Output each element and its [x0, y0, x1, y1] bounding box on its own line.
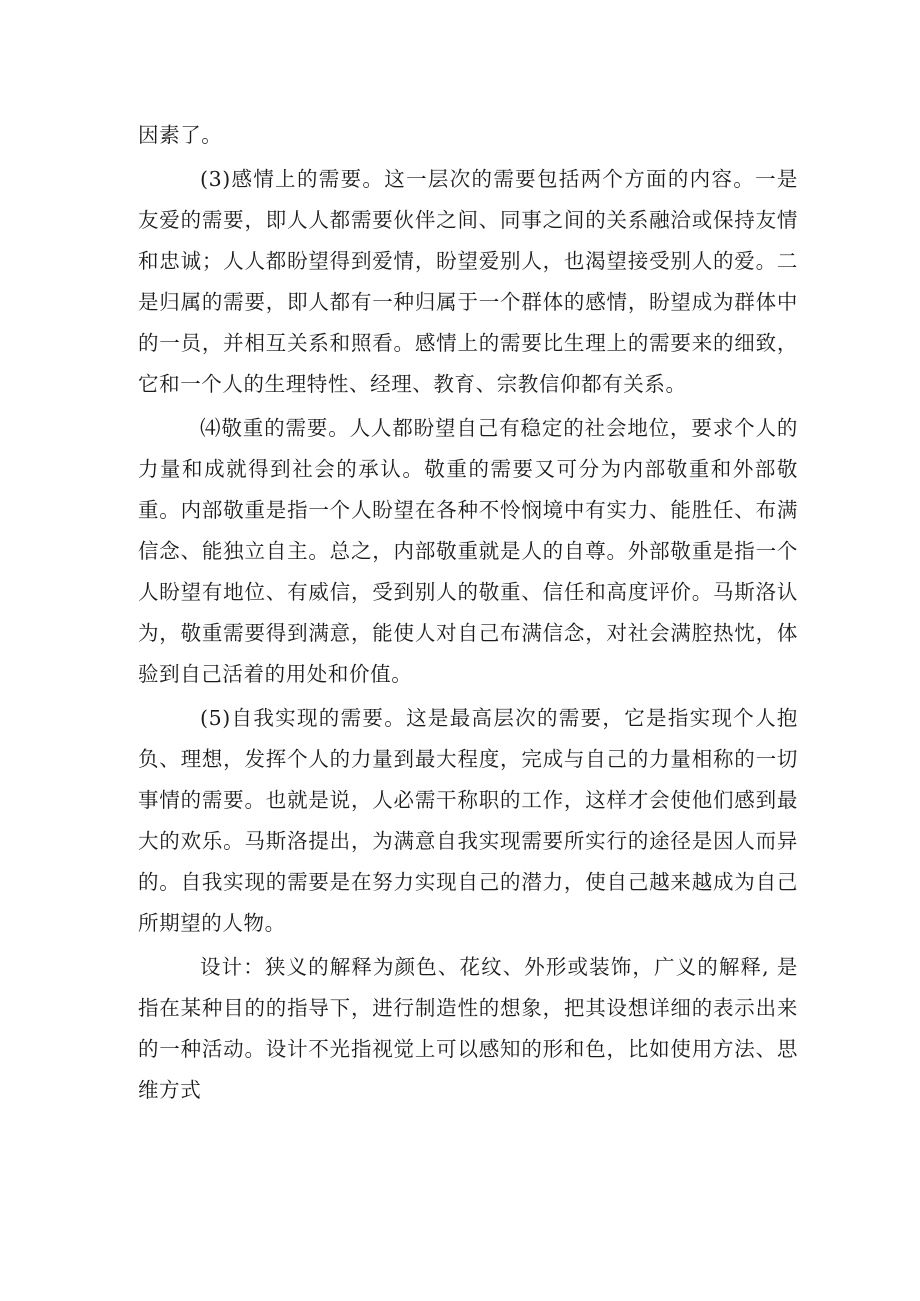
document-body: [138, 115, 798, 1111]
paragraph-design-definition: 设计：狭义的解释为颜色、花纹、外形或装饰，广义的解释, 是指在某种目的的指导下，进行制造性的想象，把其设想详细的表示出来的一种活动。设计不光指视觉上可以感知的形和色，比如使用方法、思维方式: [138, 955, 798, 1102]
paragraph-continuation: 因素了。: [138, 123, 223, 147]
paragraph-esteem-needs: ⑷敬重的需要。人人都盼望自己有稳定的社会地位，要求个人的力量和成就得到社会的承认。敬重的需要又可分为内部敬重和外部敬重。内部敬重是指一个人盼望在各种不怜悯境中有实力、能胜任、布满信念、能独立自主。总之，内部敬重就是人的自尊。外部敬重是指一个人盼望有地位、有威信，受到别人的敬重、信任和高度评价。马斯洛认为，敬重需要得到满意，能使人对自己布满信念，对社会满腔热忱，体验到自己活着的用处和价值。: [138, 416, 798, 686]
paragraph-emotional-needs: (3)感情上的需要。这一层次的需要包括两个方面的内容。一是友爱的需要，即人人都需要伙伴之间、同事之间的关系融洽或保持友情和忠诚；人人都盼望得到爱情，盼望爱别人，也渴望接受别人的爱。二是归属的需要，即人都有一种归属于一个群体的感情，盼望成为群体中的一员，并相互关系和照看。感情上的需要比生理上的需要来的细致，它和一个人的生理特性、经理、教育、宗教信仰都有关系。: [138, 167, 798, 396]
paragraph-self-actualization: (5)自我实现的需要。这是最高层次的需要，它是指实现个人抱负、理想，发挥个人的力量到最大程度，完成与自己的力量相称的一切事情的需要。也就是说，人必需干称职的工作，这样才会使他们感到最大的欢乐。马斯洛提出，为满意自我实现需要所实行的途径是因人而异的。自我实现的需要是在努力实现自己的潜力，使自己越来越成为自己所期望的人物。: [138, 706, 798, 935]
